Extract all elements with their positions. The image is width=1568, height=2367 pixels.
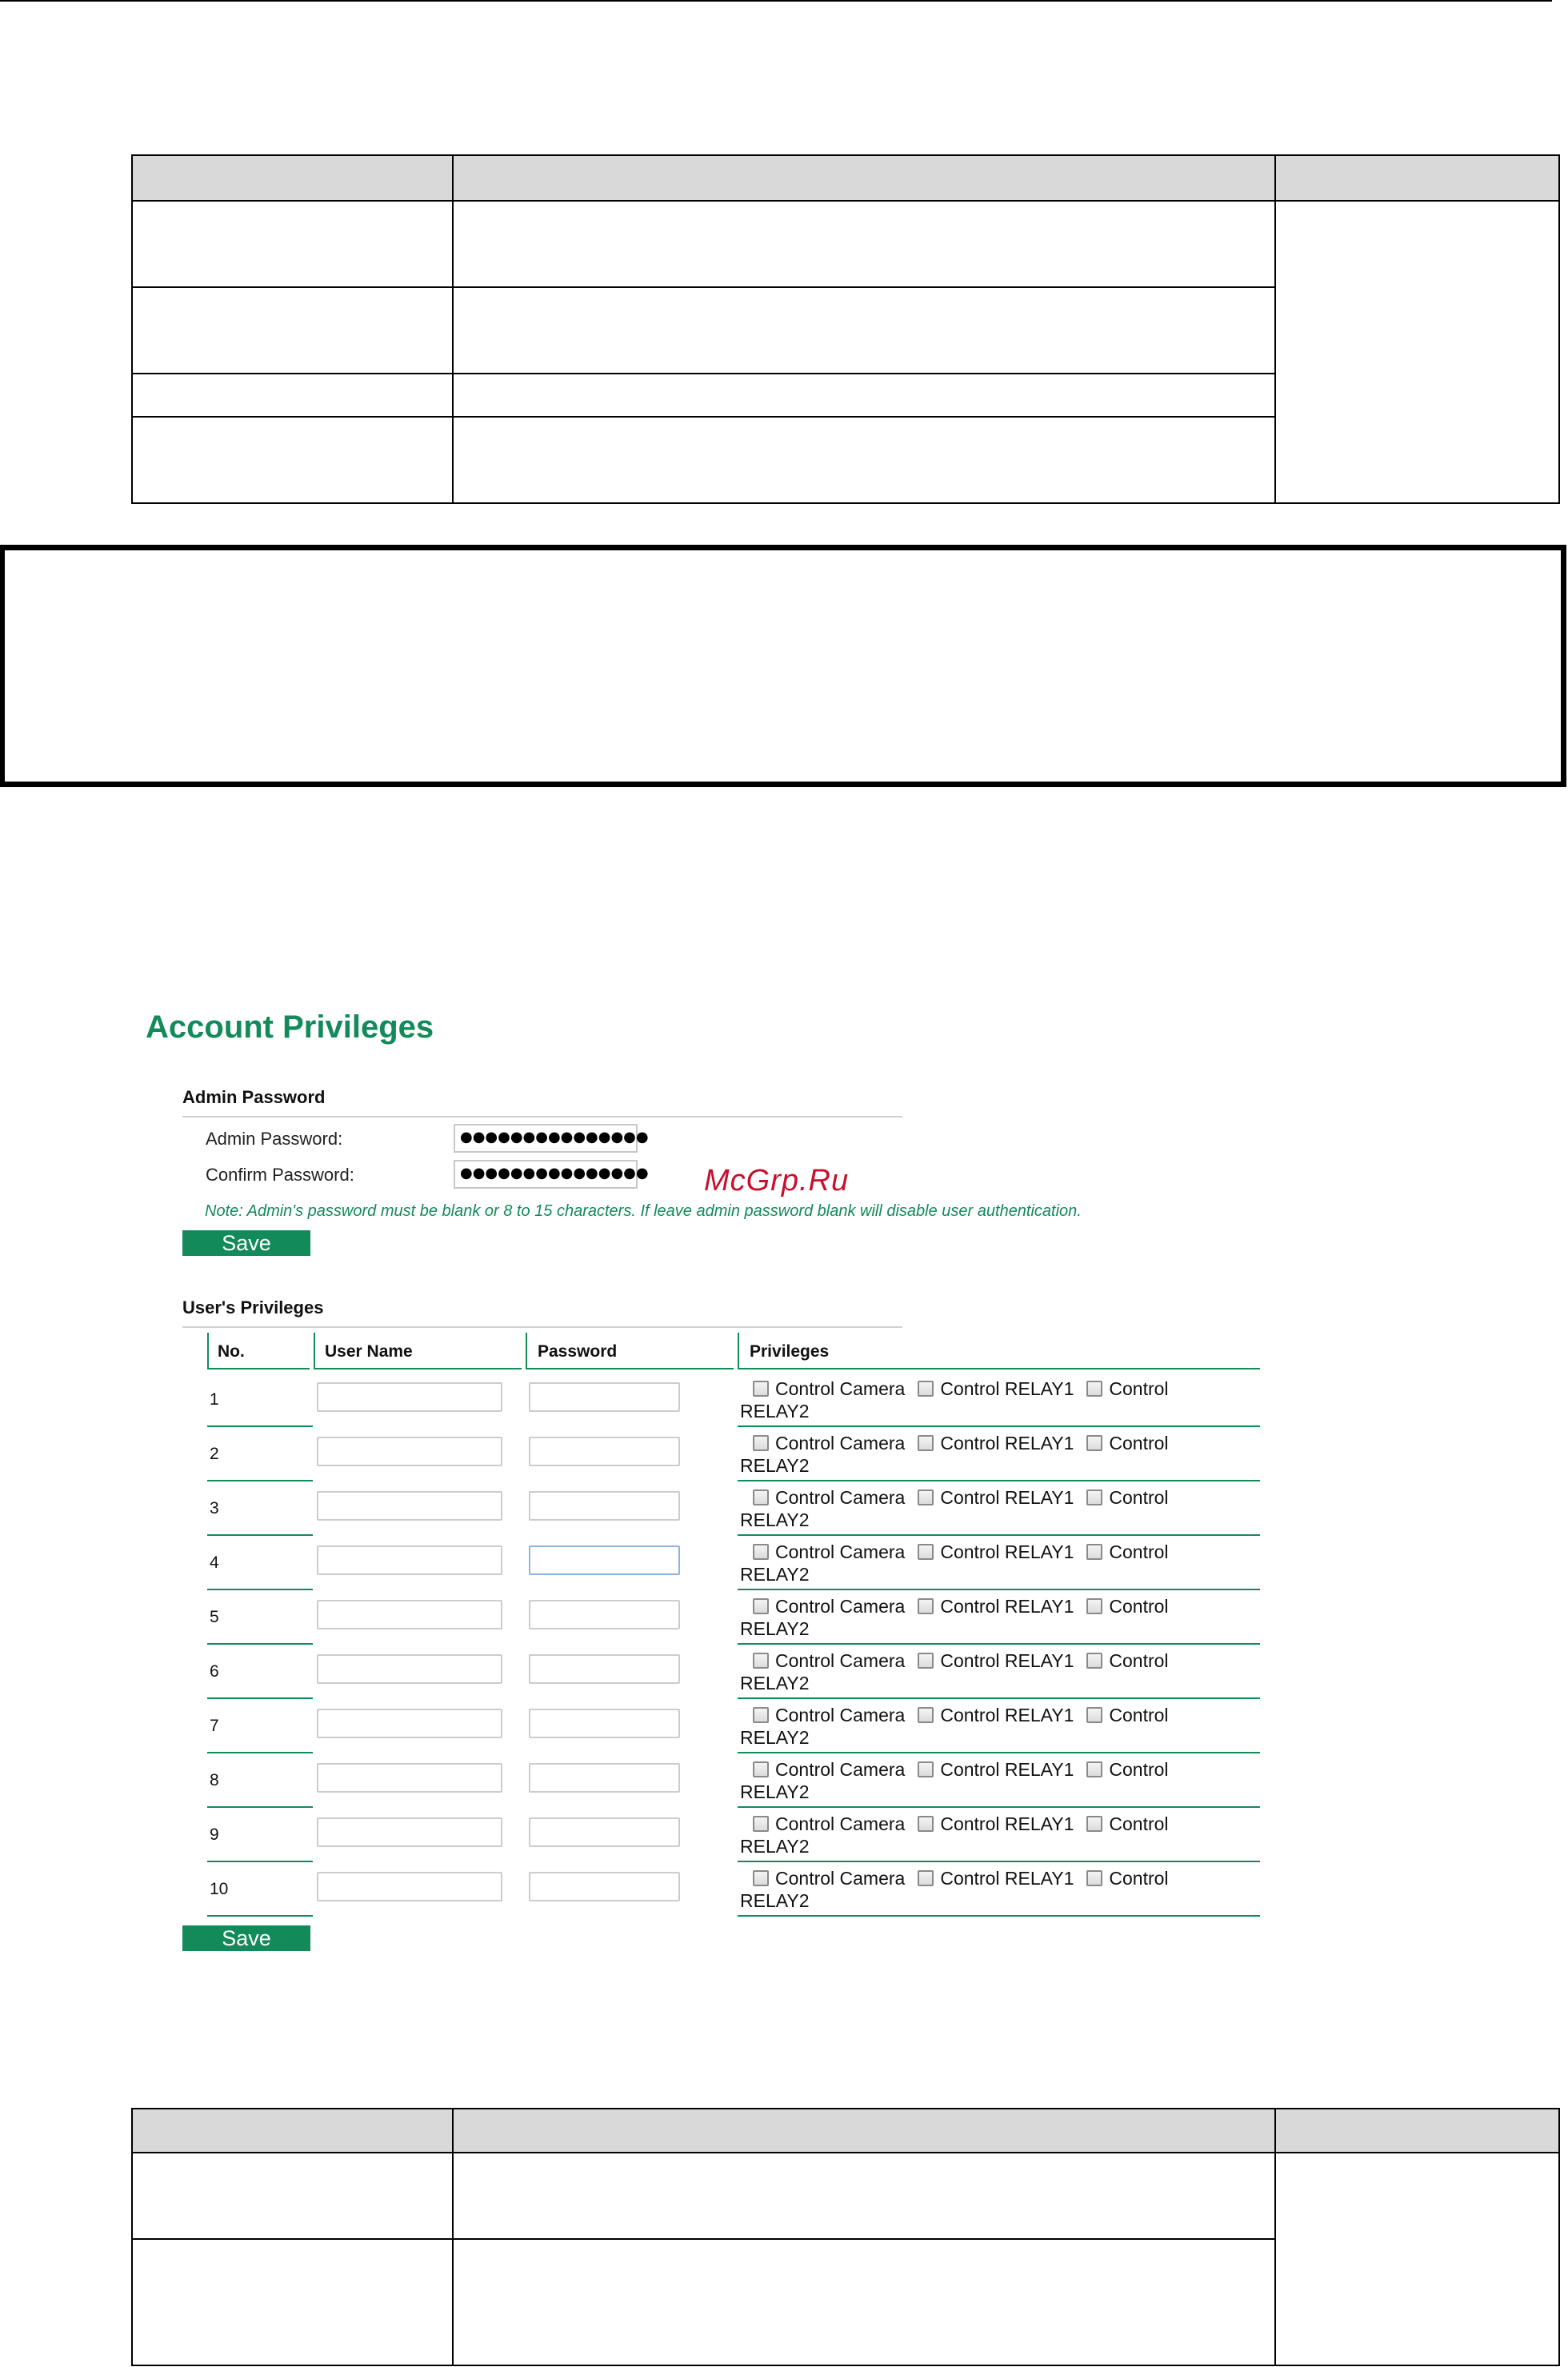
control-relay1-checkbox[interactable]: [918, 1598, 934, 1614]
privilege-label: Control Camera: [775, 1759, 906, 1780]
header-underline: [738, 1368, 1260, 1369]
row-underline: [207, 1480, 313, 1481]
row-number: 1: [210, 1390, 219, 1409]
privilege-label: Control: [1109, 1596, 1169, 1617]
privilege-label: Control: [1109, 1650, 1169, 1671]
privileges-cell: [740, 1377, 1260, 1422]
user-name-input[interactable]: [317, 1437, 502, 1466]
column-header-user-name: User Name: [325, 1342, 413, 1361]
privilege-label: Control RELAY1: [940, 1813, 1074, 1834]
table-cell: [453, 201, 1275, 287]
bottom-settings-table: [131, 2108, 1560, 2366]
header-cell: [453, 155, 1275, 201]
control-camera-checkbox[interactable]: [753, 1707, 769, 1723]
row-underline: [207, 1534, 313, 1536]
privilege-label: Control RELAY1: [940, 1487, 1074, 1508]
privilege-label: Control Camera: [775, 1813, 906, 1834]
users-save-button[interactable]: Save: [182, 1925, 310, 1951]
header-cell: [1275, 155, 1559, 201]
privilege-label: Control: [1109, 1759, 1169, 1780]
control-relay1-checkbox[interactable]: [918, 1816, 934, 1832]
section-divider: [182, 1326, 902, 1328]
row-underline: [207, 1806, 313, 1808]
table-cell: [453, 417, 1275, 503]
privilege-label: Control: [1109, 1433, 1169, 1453]
row-underline: [207, 1861, 313, 1862]
row-underline: [738, 1752, 1260, 1753]
password-input[interactable]: [529, 1545, 680, 1575]
control-camera-checkbox[interactable]: [753, 1598, 769, 1614]
privilege-label: Control RELAY1: [940, 1378, 1074, 1399]
privilege-label: RELAY2: [740, 1509, 810, 1530]
privilege-label: Control RELAY1: [940, 1705, 1074, 1725]
control-relay2-checkbox[interactable]: [1086, 1653, 1102, 1669]
table-cell: [1275, 2153, 1559, 2365]
password-input[interactable]: [529, 1763, 680, 1793]
control-relay2-checkbox[interactable]: [1086, 1816, 1102, 1832]
row-underline: [738, 1534, 1260, 1536]
privileges-cell: [740, 1649, 1260, 1694]
table-cell: [132, 201, 453, 287]
password-input[interactable]: [529, 1437, 680, 1466]
row-underline: [207, 1697, 313, 1699]
privilege-label: RELAY2: [740, 1564, 810, 1585]
control-relay2-checkbox[interactable]: [1086, 1761, 1102, 1777]
privileges-cell: [740, 1541, 1260, 1585]
privilege-label: Control Camera: [775, 1596, 906, 1617]
control-camera-checkbox[interactable]: [753, 1489, 769, 1505]
control-relay2-checkbox[interactable]: [1086, 1435, 1102, 1451]
row-number: 6: [210, 1662, 219, 1681]
privileges-cell: [740, 1704, 1260, 1749]
table-cell: [132, 287, 453, 374]
header-underline: [526, 1368, 734, 1369]
control-relay2-checkbox[interactable]: [1086, 1489, 1102, 1505]
privilege-label: Control RELAY1: [940, 1759, 1074, 1780]
column-separator: [314, 1333, 315, 1369]
control-relay1-checkbox[interactable]: [918, 1489, 934, 1505]
control-relay2-checkbox[interactable]: [1086, 1870, 1102, 1886]
table-cell: [453, 2239, 1275, 2365]
privilege-label: Control Camera: [775, 1650, 906, 1671]
admin-password-section-title: Admin Password: [182, 1087, 326, 1107]
privilege-label: RELAY2: [740, 1836, 810, 1857]
table-cell: [453, 2153, 1275, 2239]
table-cell: [453, 374, 1275, 417]
control-relay1-checkbox[interactable]: [918, 1653, 934, 1669]
privileges-cell: [740, 1595, 1260, 1640]
control-relay2-checkbox[interactable]: [1086, 1598, 1102, 1614]
control-relay2-checkbox[interactable]: [1086, 1707, 1102, 1723]
header-cell: [1275, 2109, 1559, 2153]
control-camera-checkbox[interactable]: [753, 1435, 769, 1451]
privilege-label: Control Camera: [775, 1487, 906, 1508]
header-cell: [453, 2109, 1275, 2153]
confirm-password-input[interactable]: ●●●●●●●●●●●●●●●: [454, 1160, 638, 1189]
table-cell: [132, 417, 453, 503]
row-underline: [738, 1861, 1260, 1862]
control-camera-checkbox[interactable]: [753, 1381, 769, 1397]
control-camera-checkbox[interactable]: [753, 1870, 769, 1886]
table-cell: [453, 287, 1275, 374]
privilege-label: RELAY2: [740, 1727, 810, 1748]
privileges-cell: [740, 1813, 1260, 1857]
privileges-cell: [740, 1432, 1260, 1477]
table-cell: [132, 2239, 453, 2365]
control-relay1-checkbox[interactable]: [918, 1381, 934, 1397]
header-cell: [132, 2109, 453, 2153]
users-privileges-section-title: User's Privileges: [182, 1297, 324, 1317]
row-number: 9: [210, 1825, 219, 1844]
privilege-label: RELAY2: [740, 1401, 810, 1421]
row-number: 10: [210, 1880, 229, 1898]
top-settings-table: [131, 154, 1560, 504]
row-underline: [207, 1915, 313, 1917]
privilege-label: Control: [1109, 1705, 1169, 1725]
user-name-input[interactable]: [317, 1817, 502, 1847]
control-relay1-checkbox[interactable]: [918, 1435, 934, 1451]
privilege-label: RELAY2: [740, 1673, 810, 1693]
privilege-label: Control RELAY1: [940, 1596, 1074, 1617]
column-separator: [207, 1333, 209, 1369]
column-separator: [738, 1333, 739, 1369]
table-cell: [132, 2153, 453, 2239]
table-cell: [132, 374, 453, 417]
privilege-label: Control Camera: [775, 1433, 906, 1453]
privilege-label: Control: [1109, 1868, 1169, 1889]
privileges-cell: [740, 1758, 1260, 1803]
user-name-input[interactable]: [317, 1491, 502, 1521]
user-name-input[interactable]: [317, 1654, 502, 1684]
control-camera-checkbox[interactable]: [753, 1653, 769, 1669]
row-number: 7: [210, 1717, 219, 1735]
privilege-label: Control RELAY1: [940, 1650, 1074, 1671]
privilege-label: RELAY2: [740, 1455, 810, 1476]
page-top-rule: [0, 0, 1552, 2]
privilege-label: Control RELAY1: [940, 1868, 1074, 1889]
control-relay2-checkbox[interactable]: [1086, 1381, 1102, 1397]
user-name-input[interactable]: [317, 1872, 502, 1901]
column-header-no: No.: [218, 1342, 245, 1361]
row-underline: [738, 1915, 1260, 1917]
password-input[interactable]: [529, 1709, 680, 1738]
column-separator: [526, 1333, 527, 1369]
password-input[interactable]: [529, 1600, 680, 1629]
password-input[interactable]: [529, 1491, 680, 1521]
column-header-privileges: Privileges: [750, 1342, 830, 1361]
row-underline: [207, 1589, 313, 1590]
user-name-input[interactable]: [317, 1600, 502, 1629]
control-relay1-checkbox[interactable]: [918, 1544, 934, 1560]
page-title: Account Privileges: [146, 1010, 434, 1045]
control-relay2-checkbox[interactable]: [1086, 1544, 1102, 1560]
watermark: McGrp.Ru: [704, 1164, 850, 1197]
row-underline: [738, 1589, 1260, 1590]
control-relay1-checkbox[interactable]: [918, 1870, 934, 1886]
password-input[interactable]: [529, 1872, 680, 1901]
section-divider: [182, 1116, 902, 1118]
row-underline: [738, 1697, 1260, 1699]
admin-password-input[interactable]: ●●●●●●●●●●●●●●●: [454, 1124, 638, 1153]
privilege-label: Control: [1109, 1541, 1169, 1562]
admin-save-button[interactable]: Save: [182, 1230, 310, 1256]
row-number: 5: [210, 1608, 219, 1626]
privilege-label: Control Camera: [775, 1378, 906, 1399]
note-box: [0, 545, 1566, 787]
privilege-label: RELAY2: [740, 1890, 810, 1911]
user-name-input[interactable]: [317, 1763, 502, 1793]
admin-password-note: Note: Admin's password must be blank or 8 to 15 characters. If leave admin password blank will disable user authentication.: [205, 1202, 1082, 1220]
confirm-password-label: Confirm Password:: [206, 1165, 354, 1185]
row-underline: [738, 1425, 1260, 1427]
control-relay1-checkbox[interactable]: [918, 1707, 934, 1723]
privilege-label: Control Camera: [775, 1705, 906, 1725]
row-underline: [207, 1752, 313, 1753]
row-underline: [738, 1643, 1260, 1645]
control-relay1-checkbox[interactable]: [918, 1761, 934, 1777]
header-underline: [314, 1368, 522, 1369]
privilege-label: Control RELAY1: [940, 1433, 1074, 1453]
control-camera-checkbox[interactable]: [753, 1816, 769, 1832]
header-cell: [132, 155, 453, 201]
privilege-label: Control Camera: [775, 1541, 906, 1562]
privilege-label: Control: [1109, 1378, 1169, 1399]
privilege-label: RELAY2: [740, 1618, 810, 1639]
user-name-input[interactable]: [317, 1545, 502, 1575]
table-cell: [1275, 201, 1559, 503]
privilege-label: Control: [1109, 1487, 1169, 1508]
row-underline: [207, 1643, 313, 1645]
privilege-label: Control RELAY1: [940, 1541, 1074, 1562]
privilege-label: Control Camera: [775, 1868, 906, 1889]
privileges-cell: [740, 1486, 1260, 1531]
row-underline: [738, 1806, 1260, 1808]
password-input[interactable]: [529, 1817, 680, 1847]
user-name-input[interactable]: [317, 1709, 502, 1738]
row-number: 2: [210, 1445, 219, 1463]
column-header-password: Password: [538, 1342, 618, 1361]
row-underline: [207, 1425, 313, 1427]
row-underline: [738, 1480, 1260, 1481]
password-input[interactable]: [529, 1382, 680, 1412]
privilege-label: RELAY2: [740, 1781, 810, 1802]
privileges-cell: [740, 1867, 1260, 1912]
row-number: 8: [210, 1771, 219, 1789]
admin-password-label: Admin Password:: [206, 1129, 343, 1149]
row-number: 4: [210, 1553, 219, 1572]
row-number: 3: [210, 1499, 219, 1517]
password-input[interactable]: [529, 1654, 680, 1684]
header-underline: [207, 1368, 310, 1369]
user-name-input[interactable]: [317, 1382, 502, 1412]
control-camera-checkbox[interactable]: [753, 1544, 769, 1560]
privilege-label: Control: [1109, 1813, 1169, 1834]
control-camera-checkbox[interactable]: [753, 1761, 769, 1777]
